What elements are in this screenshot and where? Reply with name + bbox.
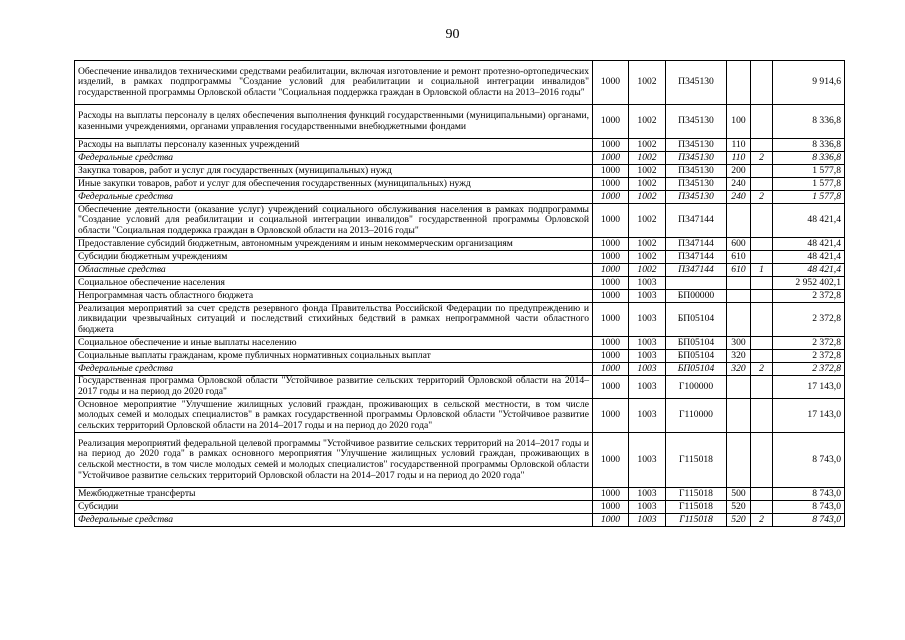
table-row bbox=[75, 514, 845, 527]
target-article-code: Г115018 bbox=[666, 514, 727, 527]
section-code: 1000 bbox=[593, 191, 629, 204]
table-row bbox=[75, 303, 845, 337]
row-description: Федеральные средства bbox=[75, 363, 593, 376]
amount: 8 336,8 bbox=[773, 152, 845, 165]
row-description: Основное мероприятие "Улучшение жилищных условий граждан, проживающих в сельской местности, в том числе молодых семей и молодых специалистов" в рамках государственной программы Орловской области "Устойчивое развитие сельских территорий Орловской области на 2014–2017 годы и на период до 2020 года" bbox=[75, 399, 593, 433]
subsection-code: 1002 bbox=[629, 204, 666, 238]
table-row bbox=[75, 399, 845, 433]
amount: 2 372,8 bbox=[773, 337, 845, 350]
section-code: 1000 bbox=[593, 152, 629, 165]
funding-source-code: 2 bbox=[751, 514, 773, 527]
expense-type-code: 520 bbox=[727, 501, 751, 514]
expense-type-code bbox=[727, 277, 751, 290]
funding-source-code bbox=[751, 303, 773, 337]
target-article-code: Г115018 bbox=[666, 488, 727, 501]
target-article-code: БП05104 bbox=[666, 337, 727, 350]
target-article-code: П347144 bbox=[666, 264, 727, 277]
expense-type-code bbox=[727, 433, 751, 488]
section-code: 1000 bbox=[593, 264, 629, 277]
row-description: Реализация мероприятий за счет средств резервного фонда Правительства Российской Федерации по предупреждению и ликвидации чрезвычайных ситуаций и последствий стихийных бедствий в рамках непрограммной части областного бюджета bbox=[75, 303, 593, 337]
row-description: Федеральные средства bbox=[75, 191, 593, 204]
target-article-code: П345130 bbox=[666, 178, 727, 191]
table-row bbox=[75, 139, 845, 152]
amount: 48 421,4 bbox=[773, 238, 845, 251]
funding-source-code bbox=[751, 501, 773, 514]
section-code: 1000 bbox=[593, 61, 629, 105]
funding-source-code bbox=[751, 277, 773, 290]
subsection-code: 1003 bbox=[629, 514, 666, 527]
section-code: 1000 bbox=[593, 165, 629, 178]
section-code: 1000 bbox=[593, 139, 629, 152]
amount: 9 914,6 bbox=[773, 61, 845, 105]
amount: 17 143,0 bbox=[773, 376, 845, 399]
section-code: 1000 bbox=[593, 303, 629, 337]
section-code: 1000 bbox=[593, 376, 629, 399]
table-row bbox=[75, 501, 845, 514]
row-description: Реализация мероприятий федеральной целевой программы "Устойчивое развитие сельских территорий на 2014–2017 годы и на период до 2020 года" в рамках основного мероприятия "Улучшение жилищных условий граждан, проживающих в сельской местности, в том числе молодых семей и молодых специалистов" государственной программы Орловской области "Устойчивое развитие сельских территорий Орловской области на 2014–2017 годы и на период до 2020 года" bbox=[75, 433, 593, 488]
subsection-code: 1002 bbox=[629, 238, 666, 251]
subsection-code: 1002 bbox=[629, 264, 666, 277]
funding-source-code: 1 bbox=[751, 264, 773, 277]
section-code: 1000 bbox=[593, 514, 629, 527]
subsection-code: 1002 bbox=[629, 191, 666, 204]
subsection-code: 1003 bbox=[629, 376, 666, 399]
section-code: 1000 bbox=[593, 277, 629, 290]
expense-type-code: 610 bbox=[727, 264, 751, 277]
section-code: 1000 bbox=[593, 204, 629, 238]
table-row bbox=[75, 376, 845, 399]
expense-type-code bbox=[727, 303, 751, 337]
subsection-code: 1003 bbox=[629, 350, 666, 363]
subsection-code: 1003 bbox=[629, 488, 666, 501]
funding-source-code bbox=[751, 350, 773, 363]
funding-source-code bbox=[751, 488, 773, 501]
funding-source-code: 2 bbox=[751, 152, 773, 165]
subsection-code: 1002 bbox=[629, 152, 666, 165]
table-body bbox=[75, 61, 845, 527]
section-code: 1000 bbox=[593, 350, 629, 363]
row-description: Обеспечение деятельности (оказание услуг) учреждений социального обслуживания населения в рамках подпрограммы "Создание условий для реабилитации и социальной интеграции инвалидов" государственной программы Орловской области "Социальная поддержка граждан в Орловской области на 2013–2016 годы" bbox=[75, 204, 593, 238]
amount: 8 336,8 bbox=[773, 139, 845, 152]
amount: 8 743,0 bbox=[773, 488, 845, 501]
row-description: Социальные выплаты гражданам, кроме публичных нормативных социальных выплат bbox=[75, 350, 593, 363]
section-code: 1000 bbox=[593, 251, 629, 264]
target-article-code: БП05104 bbox=[666, 363, 727, 376]
section-code: 1000 bbox=[593, 433, 629, 488]
amount: 2 372,8 bbox=[773, 303, 845, 337]
subsection-code: 1002 bbox=[629, 105, 666, 139]
subsection-code: 1002 bbox=[629, 139, 666, 152]
table-row bbox=[75, 152, 845, 165]
section-code: 1000 bbox=[593, 337, 629, 350]
funding-source-code bbox=[751, 165, 773, 178]
row-description: Областные средства bbox=[75, 264, 593, 277]
funding-source-code bbox=[751, 204, 773, 238]
row-description: Федеральные средства bbox=[75, 514, 593, 527]
expense-type-code: 320 bbox=[727, 350, 751, 363]
table-row bbox=[75, 337, 845, 350]
amount: 8 743,0 bbox=[773, 501, 845, 514]
row-description: Субсидии bbox=[75, 501, 593, 514]
amount: 2 372,8 bbox=[773, 363, 845, 376]
table-row bbox=[75, 105, 845, 139]
amount: 8 743,0 bbox=[773, 514, 845, 527]
row-description: Социальное обеспечение и иные выплаты населению bbox=[75, 337, 593, 350]
subsection-code: 1003 bbox=[629, 501, 666, 514]
amount: 48 421,4 bbox=[773, 251, 845, 264]
budget-table bbox=[74, 60, 845, 527]
subsection-code: 1003 bbox=[629, 363, 666, 376]
funding-source-code bbox=[751, 290, 773, 303]
expense-type-code bbox=[727, 61, 751, 105]
page-number: 90 bbox=[445, 27, 460, 42]
target-article-code: Г110000 bbox=[666, 399, 727, 433]
section-code: 1000 bbox=[593, 488, 629, 501]
funding-source-code: 2 bbox=[751, 191, 773, 204]
table-row bbox=[75, 433, 845, 488]
target-article-code: П345130 bbox=[666, 191, 727, 204]
subsection-code: 1002 bbox=[629, 251, 666, 264]
funding-source-code bbox=[751, 139, 773, 152]
section-code: 1000 bbox=[593, 363, 629, 376]
row-description: Социальное обеспечение населения bbox=[75, 277, 593, 290]
amount: 48 421,4 bbox=[773, 204, 845, 238]
table-row bbox=[75, 165, 845, 178]
funding-source-code bbox=[751, 61, 773, 105]
subsection-code: 1002 bbox=[629, 178, 666, 191]
amount: 1 577,8 bbox=[773, 178, 845, 191]
row-description: Расходы на выплаты персоналу в целях обеспечения выполнения функций государственными (муниципальными) органами, казенными учреждениями, органами управления государственными внебюджетными фондами bbox=[75, 105, 593, 139]
section-code: 1000 bbox=[593, 238, 629, 251]
subsection-code: 1003 bbox=[629, 337, 666, 350]
target-article-code: П345130 bbox=[666, 105, 727, 139]
section-code: 1000 bbox=[593, 399, 629, 433]
funding-source-code bbox=[751, 337, 773, 350]
target-article-code: Г100000 bbox=[666, 376, 727, 399]
expense-type-code: 240 bbox=[727, 191, 751, 204]
row-description: Закупка товаров, работ и услуг для государственных (муниципальных) нужд bbox=[75, 165, 593, 178]
table-row bbox=[75, 178, 845, 191]
table-row bbox=[75, 61, 845, 105]
expense-type-code bbox=[727, 290, 751, 303]
row-description: Субсидии бюджетным учреждениям bbox=[75, 251, 593, 264]
subsection-code: 1003 bbox=[629, 303, 666, 337]
expense-type-code: 320 bbox=[727, 363, 751, 376]
row-description: Межбюджетные трансферты bbox=[75, 488, 593, 501]
subsection-code: 1003 bbox=[629, 433, 666, 488]
target-article-code: БП00000 bbox=[666, 290, 727, 303]
amount: 8 743,0 bbox=[773, 433, 845, 488]
funding-source-code bbox=[751, 238, 773, 251]
section-code: 1000 bbox=[593, 105, 629, 139]
amount: 2 952 402,1 bbox=[773, 277, 845, 290]
amount: 1 577,8 bbox=[773, 165, 845, 178]
expense-type-code bbox=[727, 204, 751, 238]
target-article-code: БП05104 bbox=[666, 303, 727, 337]
amount: 2 372,8 bbox=[773, 350, 845, 363]
expense-type-code bbox=[727, 399, 751, 433]
expense-type-code: 520 bbox=[727, 514, 751, 527]
row-description: Непрограммная часть областного бюджета bbox=[75, 290, 593, 303]
target-article-code: П347144 bbox=[666, 251, 727, 264]
subsection-code: 1002 bbox=[629, 165, 666, 178]
section-code: 1000 bbox=[593, 501, 629, 514]
table-row bbox=[75, 264, 845, 277]
expense-type-code: 100 bbox=[727, 105, 751, 139]
funding-source-code bbox=[751, 105, 773, 139]
target-article-code: П345130 bbox=[666, 165, 727, 178]
row-description: Федеральные средства bbox=[75, 152, 593, 165]
row-description: Предоставление субсидий бюджетным, автономным учреждениям и иным некоммерческим организациям bbox=[75, 238, 593, 251]
amount: 17 143,0 bbox=[773, 399, 845, 433]
subsection-code: 1002 bbox=[629, 61, 666, 105]
table-row bbox=[75, 488, 845, 501]
target-article-code bbox=[666, 277, 727, 290]
target-article-code: П345130 bbox=[666, 61, 727, 105]
subsection-code: 1003 bbox=[629, 290, 666, 303]
table-row bbox=[75, 277, 845, 290]
section-code: 1000 bbox=[593, 290, 629, 303]
amount: 1 577,8 bbox=[773, 191, 845, 204]
funding-source-code bbox=[751, 376, 773, 399]
row-description: Расходы на выплаты персоналу казенных учреждений bbox=[75, 139, 593, 152]
target-article-code: П345130 bbox=[666, 139, 727, 152]
subsection-code: 1003 bbox=[629, 399, 666, 433]
target-article-code: П347144 bbox=[666, 238, 727, 251]
target-article-code: БП05104 bbox=[666, 350, 727, 363]
target-article-code: П347144 bbox=[666, 204, 727, 238]
expense-type-code: 200 bbox=[727, 165, 751, 178]
row-description: Иные закупки товаров, работ и услуг для обеспечения государственных (муниципальных) нужд bbox=[75, 178, 593, 191]
target-article-code: Г115018 bbox=[666, 501, 727, 514]
expense-type-code: 610 bbox=[727, 251, 751, 264]
target-article-code: Г115018 bbox=[666, 433, 727, 488]
expense-type-code: 600 bbox=[727, 238, 751, 251]
expense-type-code bbox=[727, 376, 751, 399]
expense-type-code: 110 bbox=[727, 139, 751, 152]
expense-type-code: 110 bbox=[727, 152, 751, 165]
row-description: Обеспечение инвалидов техническими средствами реабилитации, включая изготовление и ремонт протезно-ортопедических изделий, в рамках подпрограммы "Создание условий для реабилитации и социальной интеграции инвалидов" государственной программы Орловской области "Социальная поддержка граждан в Орловской области на 2013–2016 годы" bbox=[75, 61, 593, 105]
table-row bbox=[75, 191, 845, 204]
table-row bbox=[75, 204, 845, 238]
funding-source-code bbox=[751, 251, 773, 264]
funding-source-code bbox=[751, 399, 773, 433]
table-row bbox=[75, 363, 845, 376]
target-article-code: П345130 bbox=[666, 152, 727, 165]
funding-source-code: 2 bbox=[751, 363, 773, 376]
expense-type-code: 240 bbox=[727, 178, 751, 191]
table-row bbox=[75, 350, 845, 363]
funding-source-code bbox=[751, 433, 773, 488]
section-code: 1000 bbox=[593, 178, 629, 191]
table-row bbox=[75, 290, 845, 303]
funding-source-code bbox=[751, 178, 773, 191]
amount: 8 336,8 bbox=[773, 105, 845, 139]
amount: 2 372,8 bbox=[773, 290, 845, 303]
expense-type-code: 500 bbox=[727, 488, 751, 501]
table-row bbox=[75, 251, 845, 264]
subsection-code: 1003 bbox=[629, 277, 666, 290]
amount: 48 421,4 bbox=[773, 264, 845, 277]
expense-type-code: 300 bbox=[727, 337, 751, 350]
row-description: Государственная программа Орловской области "Устойчивое развитие сельских территорий Орловской области на 2014–2017 годы и на период до 2020 года" bbox=[75, 376, 593, 399]
table-row bbox=[75, 238, 845, 251]
